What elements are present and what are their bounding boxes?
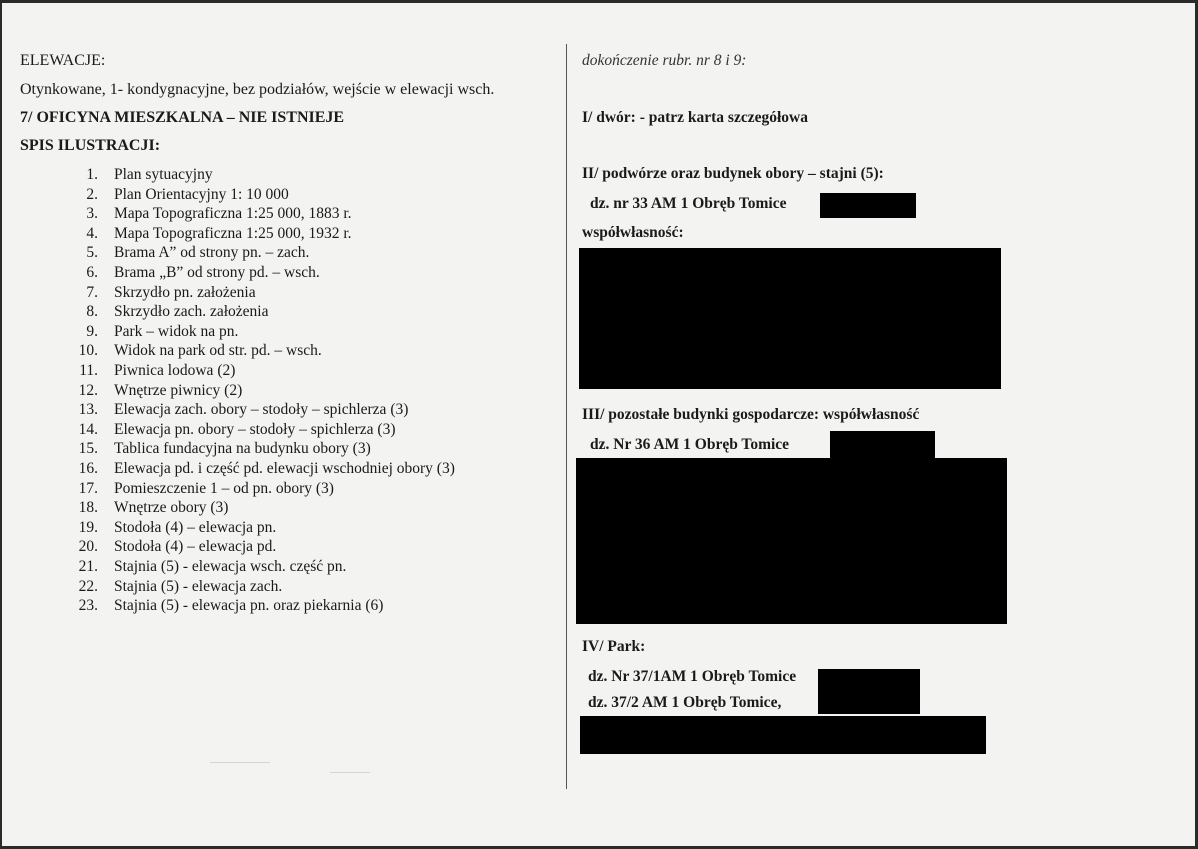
- list-item-text: Brama A” od strony pn. – zach.: [114, 244, 310, 262]
- list-item-number: 1.: [86, 166, 98, 183]
- heading-elewacje: ELEWACJE:: [20, 52, 106, 69]
- list-item-number: 23.: [78, 597, 98, 615]
- list-item-number: 6.: [86, 264, 98, 281]
- redaction-block: [820, 193, 916, 218]
- list-item-number: 18.: [78, 499, 98, 517]
- list-item-number: 16.: [78, 460, 98, 477]
- list-item-number: 17.: [78, 479, 98, 497]
- list-item-text: Stajnia (5) - elewacja wsch. część pn.: [114, 558, 347, 575]
- list-item-number: 2.: [86, 185, 98, 203]
- parcel-33: dz. nr 33 AM 1 Obręb Tomice: [590, 195, 787, 212]
- list-item-text: Stajnia (5) - elewacja zach.: [114, 577, 283, 595]
- list-item-text: Stajnia (5) - elewacja pn. oraz piekarnia (6): [114, 597, 384, 615]
- redaction-block: [580, 716, 986, 754]
- list-item-text: Pomieszczenie 1 – od pn. obory (3): [114, 479, 334, 497]
- list-item-number: 13.: [78, 401, 98, 419]
- list-item-text: Mapa Topograficzna 1:25 000, 1883 r.: [114, 205, 352, 223]
- list-item-text: Skrzydło pn. założenia: [114, 283, 256, 301]
- list-item-text: Stodoła (4) – elewacja pd.: [114, 538, 277, 556]
- list-item-text: Plan sytuacyjny: [114, 166, 213, 183]
- park-heading: IV/ Park:: [582, 638, 646, 655]
- pozostale-heading: III/ pozostałe budynki gospodarcze: współwłasność: [582, 406, 920, 423]
- continuation-note: dokończenie rubr. nr 8 i 9:: [582, 52, 747, 69]
- spis-ilustracji-heading: SPIS ILUSTRACJI:: [20, 137, 161, 154]
- list-item-number: 20.: [78, 538, 98, 556]
- parcel-37-1: dz. Nr 37/1AM 1 Obręb Tomice: [588, 668, 797, 685]
- redaction-block: [830, 431, 935, 459]
- list-item-text: Wnętrze piwnicy (2): [114, 381, 243, 399]
- parcel-36: dz. Nr 36 AM 1 Obręb Tomice: [590, 436, 790, 453]
- scan-artifact: [210, 762, 270, 763]
- list-item-text: Stodoła (4) – elewacja pn.: [114, 518, 277, 536]
- list-item-number: 9.: [86, 322, 98, 340]
- elewacje-text: Otynkowane, 1- kondygnacyjne, bez podziałów, wejście w elewacji wsch.: [20, 81, 495, 98]
- list-item-text: Wnętrze obory (3): [114, 499, 229, 517]
- list-item-text: Elewacja pn. obory – stodoły – spichlerza (3): [114, 420, 396, 438]
- list-item-number: 10.: [78, 342, 98, 360]
- scan-artifact: [330, 772, 370, 773]
- oficyna-heading: 7/ OFICYNA MIESZKALNA – NIE ISTNIEJE: [20, 109, 345, 126]
- list-item-text: Skrzydło zach. założenia: [114, 303, 269, 321]
- redaction-block: [818, 669, 920, 714]
- list-item-text: Mapa Topograficzna 1:25 000, 1932 r.: [114, 224, 352, 242]
- list-item-number: 8.: [86, 303, 98, 321]
- list-item-number: 4.: [86, 224, 98, 242]
- wspolwlasnosc-label: współwłasność:: [582, 224, 684, 241]
- list-item-text: Widok na park od str. pd. – wsch.: [114, 342, 322, 360]
- redaction-block: [576, 458, 1007, 624]
- list-item-number: 5.: [86, 244, 98, 262]
- redaction-block: [579, 248, 1001, 389]
- scan-border-top: [0, 0, 1198, 3]
- dwor-line: I/ dwór: - patrz karta szczegółowa: [582, 109, 808, 126]
- podworze-heading: II/ podwórze oraz budynek obory – stajni (5):: [582, 165, 884, 182]
- list-item-number: 11.: [79, 362, 98, 379]
- list-item-number: 12.: [78, 381, 98, 399]
- list-item-number: 15.: [78, 440, 98, 458]
- list-item-number: 21.: [78, 558, 98, 575]
- list-item-text: Piwnica lodowa (2): [114, 362, 236, 379]
- list-item-number: 19.: [78, 518, 98, 536]
- scan-border-left: [0, 0, 2, 849]
- list-item-number: 7.: [86, 283, 98, 301]
- parcel-37-2: dz. 37/2 AM 1 Obręb Tomice,: [588, 694, 782, 711]
- list-item-text: Tablica fundacyjna na budynku obory (3): [114, 440, 371, 458]
- list-item-text: Elewacja zach. obory – stodoły – spichlerza (3): [114, 401, 409, 419]
- list-item-number: 3.: [86, 205, 98, 223]
- list-item-text: Park – widok na pn.: [114, 322, 239, 340]
- list-item-text: Elewacja pd. i część pd. elewacji wschodniej obory (3): [114, 460, 455, 477]
- list-item-text: Plan Orientacyjny 1: 10 000: [114, 185, 289, 203]
- list-item-number: 14.: [78, 420, 98, 438]
- list-item-number: 22.: [78, 577, 98, 595]
- column-divider: [566, 44, 567, 789]
- list-item-text: Brama „B” od strony pd. – wsch.: [114, 264, 320, 281]
